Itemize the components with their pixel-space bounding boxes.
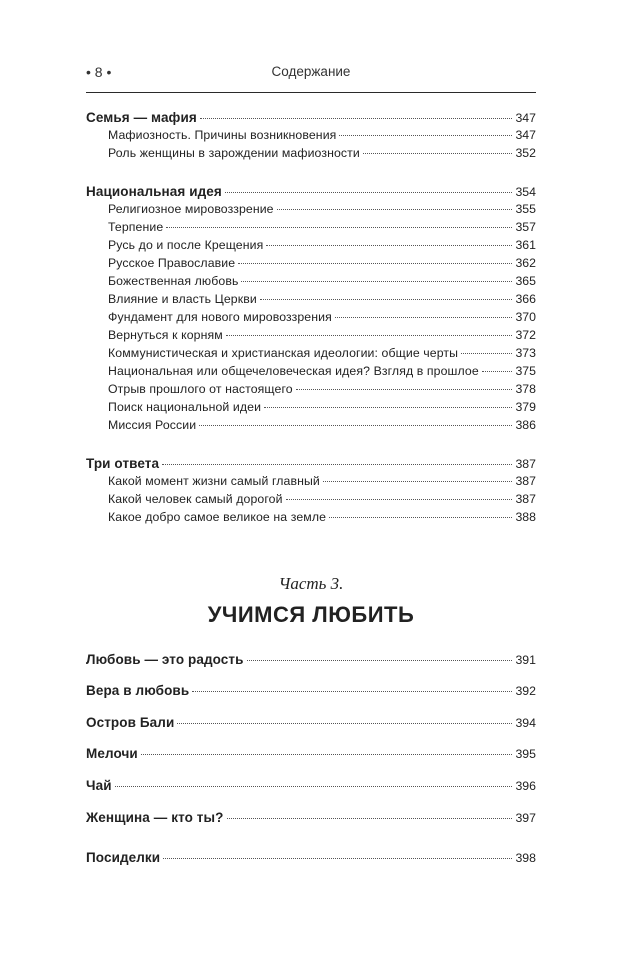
dot-leader (461, 353, 512, 354)
toc-entry-page: 361 (515, 238, 536, 252)
toc-entry-title: Вера в любовь (86, 683, 190, 698)
toc-entry-title: Миссия России (108, 418, 197, 432)
toc-entry-page: 396 (515, 779, 536, 793)
dot-leader (166, 227, 512, 228)
toc-entry-title: Любовь — это радость (86, 652, 244, 667)
toc-entry-title: Роль женщины в зарождении мафиозности (108, 146, 360, 160)
toc-entry-title: Семья — мафия (86, 110, 197, 125)
running-title: Содержание (271, 64, 351, 79)
toc-entry-title: Отрыв прошлого от настоящего (108, 382, 293, 396)
toc-entry[interactable] (108, 202, 536, 220)
toc-entry-main[interactable] (86, 850, 536, 868)
toc-entry-page: 398 (515, 851, 536, 865)
toc-entry-page: 379 (515, 400, 536, 414)
dot-leader (177, 723, 512, 724)
toc-entry-title: Какой момент жизни самый главный (108, 474, 320, 488)
toc-entry-page: 365 (515, 274, 536, 288)
running-head (86, 64, 536, 84)
toc-entry[interactable] (108, 346, 536, 364)
dot-leader (482, 371, 513, 372)
toc-entry-title: Женщина — кто ты? (86, 810, 224, 825)
toc-entry-page: 347 (515, 111, 536, 125)
toc-entry[interactable] (108, 220, 536, 238)
toc-entry-main[interactable] (86, 110, 536, 128)
toc-entry-page: 392 (515, 684, 536, 698)
toc-entry-page: 397 (515, 811, 536, 825)
toc-entry-title: Божественная любовь (108, 274, 239, 288)
dot-leader (115, 786, 513, 787)
toc-entry-page: 347 (515, 128, 536, 142)
toc-entry-title: Национальная идея (86, 184, 222, 199)
dot-leader (226, 335, 513, 336)
dot-leader (363, 153, 513, 154)
dot-leader (296, 389, 513, 390)
toc-entry-page: 355 (515, 202, 536, 216)
toc-entry-page: 388 (515, 510, 536, 524)
toc-entry[interactable] (108, 328, 536, 346)
toc-entry-title: Терпение (108, 220, 164, 234)
part-title: УЧИМСЯ ЛЮБИТЬ (207, 602, 415, 627)
toc-entry[interactable] (108, 510, 536, 528)
toc-entry[interactable] (108, 238, 536, 256)
dot-leader (238, 263, 512, 264)
dot-leader (162, 464, 512, 465)
toc-entry-title: Влияние и власть Церкви (108, 292, 257, 306)
toc-entry-main[interactable] (86, 683, 536, 701)
dot-leader (192, 691, 512, 692)
toc-entry[interactable] (108, 274, 536, 292)
toc-entry-page: 354 (515, 185, 536, 199)
toc-entry-main[interactable] (86, 715, 536, 733)
toc-entry[interactable] (108, 146, 536, 164)
toc-entry-title: Поиск национальной идеи (108, 400, 262, 414)
dot-leader (335, 317, 513, 318)
page-number: • 8 • (86, 64, 112, 80)
dot-leader (260, 299, 513, 300)
toc-entry[interactable] (108, 474, 536, 492)
toc-entry-title: Мафиозность. Причины возникновения (108, 128, 337, 142)
toc-entry[interactable] (108, 418, 536, 436)
toc-entry-title: Какой человек самый дорогой (108, 492, 283, 506)
dot-leader (225, 192, 513, 193)
part-label: Часть 3. (278, 574, 344, 593)
dot-leader (241, 281, 512, 282)
toc-entry-page: 357 (515, 220, 536, 234)
toc-entry-title: Мелочи (86, 746, 138, 761)
dot-leader (286, 499, 513, 500)
dot-leader (266, 245, 512, 246)
toc-entry-page: 362 (515, 256, 536, 270)
toc-entry-page: 387 (515, 457, 536, 471)
toc-entry-page: 352 (515, 146, 536, 160)
toc-entry-title: Коммунистическая и христианская идеологии: общие черты (108, 346, 459, 360)
dot-leader (264, 407, 512, 408)
toc-entry-title: Фундамент для нового мировоззрения (108, 310, 332, 324)
toc-entry-page: 395 (515, 747, 536, 761)
toc-entry-title: Русь до и после Крещения (108, 238, 264, 252)
toc-entry-main[interactable] (86, 746, 536, 764)
dot-leader (247, 660, 513, 661)
toc-entry-title: Посиделки (86, 850, 161, 865)
dot-leader (323, 481, 513, 482)
toc-entry-title: Религиозное мировоззрение (108, 202, 274, 216)
toc-entry-main[interactable] (86, 184, 536, 202)
toc-entry-title: Три ответа (86, 456, 160, 471)
dot-leader (163, 858, 512, 859)
toc-entry[interactable] (108, 400, 536, 418)
toc-entry-main[interactable] (86, 652, 536, 670)
toc-entry[interactable] (108, 256, 536, 274)
toc-entry-main[interactable] (86, 810, 536, 828)
dot-leader (339, 135, 512, 136)
toc-entry-main[interactable] (86, 456, 536, 474)
toc-entry-title: Русское Православие (108, 256, 236, 270)
toc-entry-main[interactable] (86, 778, 536, 796)
dot-leader (277, 209, 513, 210)
toc-entry[interactable] (108, 492, 536, 510)
dot-leader (141, 754, 513, 755)
dot-leader (199, 425, 512, 426)
header-rule (86, 92, 536, 93)
dot-leader (227, 818, 513, 819)
toc-entry-title: Остров Бали (86, 715, 175, 730)
toc-entry-page: 375 (515, 364, 536, 378)
toc-entry-title: Чай (86, 778, 112, 793)
toc-entry-title: Вернуться к корням (108, 328, 223, 342)
toc-entry[interactable] (108, 292, 536, 310)
toc-entry-page: 386 (515, 418, 536, 432)
dot-leader (329, 517, 512, 518)
toc-entry-page: 391 (515, 653, 536, 667)
toc-entry[interactable] (108, 382, 536, 400)
toc-entry-page: 387 (515, 474, 536, 488)
toc-entry-page: 372 (515, 328, 536, 342)
toc-entry-page: 394 (515, 716, 536, 730)
toc-entry-title: Национальная или общечеловеческая идея? Взгляд в прошлое (108, 364, 479, 378)
dot-leader (200, 118, 513, 119)
toc-entry-title: Какое добро самое великое на земле (108, 510, 327, 524)
toc-entry-page: 373 (515, 346, 536, 360)
toc-entry[interactable] (108, 310, 536, 328)
toc-entry[interactable] (108, 128, 536, 146)
toc-entry-page: 387 (515, 492, 536, 506)
toc-entry[interactable] (108, 364, 536, 382)
toc-entry-page: 370 (515, 310, 536, 324)
toc-entry-page: 378 (515, 382, 536, 396)
toc-entry-page: 366 (515, 292, 536, 306)
